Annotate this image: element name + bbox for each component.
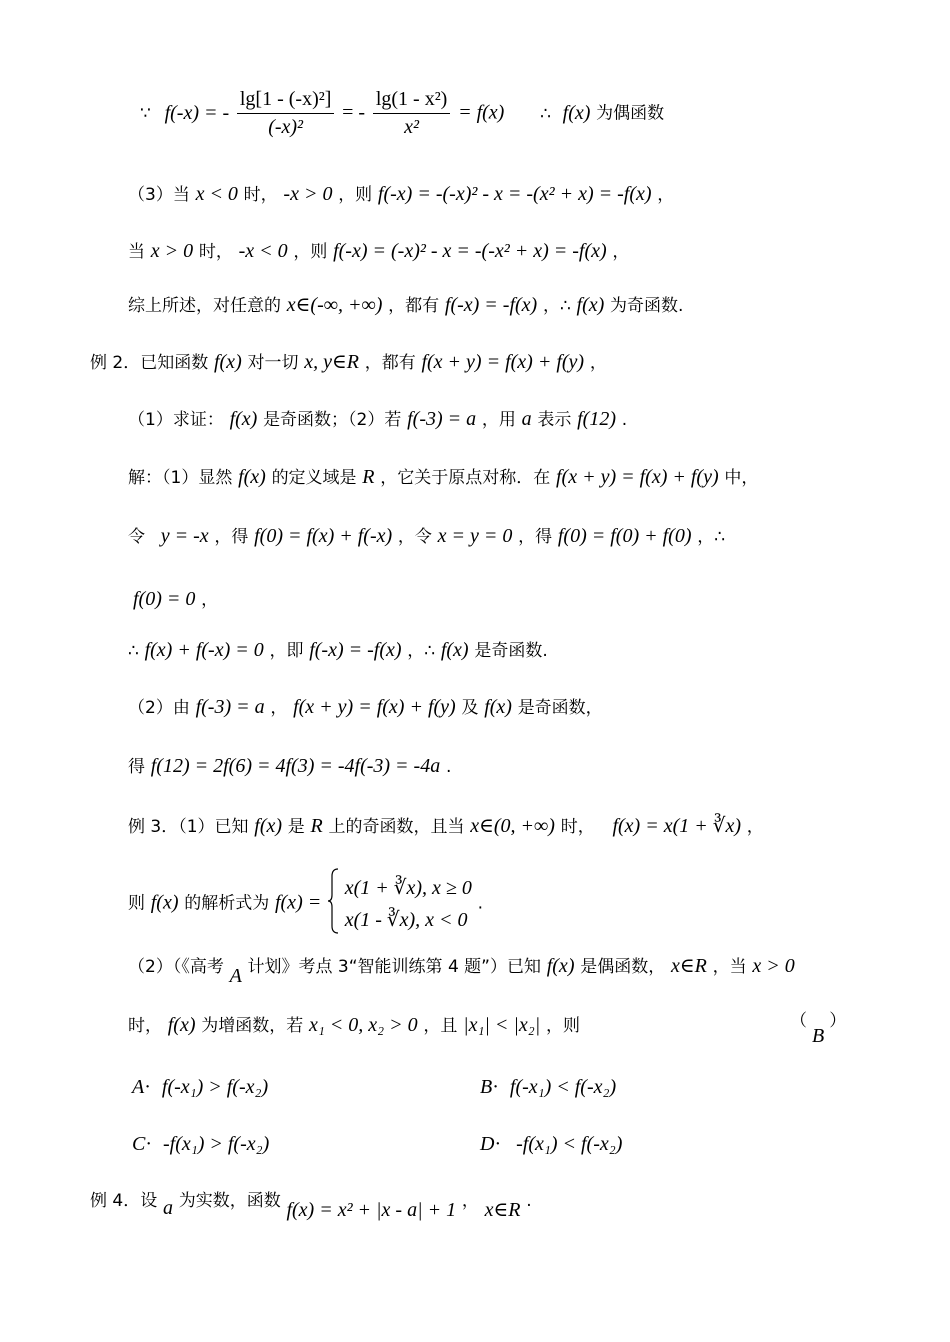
formula: x∈R <box>670 955 707 977</box>
text: 的定义域是 <box>271 468 357 488</box>
formula: f(-x) = -f(x) <box>444 294 538 316</box>
formula: f(-3) = a <box>195 696 265 718</box>
example-4-statement <box>90 1186 532 1221</box>
option-c-label: C <box>132 1133 146 1155</box>
formula: a <box>162 1197 173 1219</box>
formula: x∈R <box>484 1199 521 1221</box>
formula: f(0) = f(0) + f(0) <box>557 525 692 547</box>
proof-line-x-positive <box>128 237 629 263</box>
text: 解：（1）显然 <box>128 468 233 488</box>
formula: f(0) = 0 <box>133 588 196 610</box>
option-d-label: D <box>480 1133 495 1155</box>
text: ，∴ <box>542 296 571 316</box>
text: 综上所述，对任意的 <box>128 296 281 316</box>
because-symbol: ∵ <box>140 103 151 124</box>
fraction-1 <box>237 88 335 139</box>
text: 为奇函数. <box>610 296 684 316</box>
formula: f(x + y) = f(x) + f(y) <box>421 351 585 373</box>
formula: f(0) = f(x) + f(-x) <box>254 525 393 547</box>
answer-bracket <box>790 1006 847 1047</box>
solution-line-2 <box>128 522 725 548</box>
formula: x, y∈R <box>304 351 359 373</box>
text-case-3: （3）当 <box>128 185 190 205</box>
fraction-2-numerator: lg(1 - x²) <box>373 88 451 114</box>
close-paren: ） <box>829 1011 847 1031</box>
formula: f(x) <box>238 466 266 488</box>
text: ， <box>461 1191 479 1211</box>
therefore-symbol: ∴ <box>540 103 551 124</box>
text: 是偶函数， <box>580 957 666 977</box>
formula: y = -x <box>160 525 209 547</box>
formula-fx: f(x) <box>562 101 591 124</box>
solution-part-2-line-1 <box>128 693 603 719</box>
example-3-statement <box>128 812 764 838</box>
option-a <box>132 1076 268 1099</box>
text: ，则 <box>545 1016 580 1036</box>
text: ，当 <box>712 957 747 977</box>
text: 是 <box>287 817 305 837</box>
formula: f(x) + f(-x) = 0 <box>144 639 264 661</box>
text: . <box>445 757 452 777</box>
formula: x₁ < 0, x₂ > 0 <box>308 1014 418 1036</box>
text: . <box>477 893 483 914</box>
formula: f(x) <box>576 294 605 316</box>
formula: x > 0 <box>150 240 194 262</box>
formula: -x < 0 <box>238 240 288 262</box>
option-dot: · <box>144 1076 151 1098</box>
text: 令 <box>128 527 145 547</box>
proof-line-x-negative <box>128 180 674 206</box>
formula-lhs: f(-x) = - <box>164 101 230 124</box>
text: 计划》考点 3“智能训练第 4 题”）已知 <box>247 957 541 977</box>
text: 及 <box>461 698 479 718</box>
text: . <box>526 1191 532 1211</box>
text: 上的奇函数，且当 <box>328 817 465 837</box>
text: 为增函数，若 <box>201 1016 304 1036</box>
text: ，则 <box>338 185 373 205</box>
formula: f(x) <box>484 696 512 718</box>
formula: f(x) <box>167 1014 196 1036</box>
formula: f(x + y) = f(x) + f(y) <box>293 696 456 718</box>
formula: f(-x) = -(-x)² - x = -(x² + x) = -f(x) <box>377 183 652 205</box>
text: 是奇函数；（2）若 <box>263 410 402 430</box>
fraction-2-denominator: x² <box>404 116 420 138</box>
example-2-questions <box>128 405 627 431</box>
text: ，都有 <box>388 296 440 316</box>
option-dot: · <box>494 1133 502 1155</box>
formula: A <box>229 965 242 987</box>
text: ，得 <box>518 527 553 547</box>
option-d <box>480 1133 622 1156</box>
formula: f(x) <box>254 815 283 837</box>
formula: f(x) <box>213 351 242 373</box>
formula: f(x + y) = f(x) + f(y) <box>555 466 719 488</box>
formula-eq: = - <box>342 101 366 124</box>
option-dot: · <box>145 1133 153 1155</box>
formula: f(12) = 2f(6) = 4f(3) = -4f(-3) = -4a <box>150 755 441 777</box>
formula: f(x) <box>440 639 469 661</box>
case-nonnegative: x(1 + ∛x), x ≥ 0 <box>344 876 472 899</box>
formula: f(x) <box>229 408 258 430</box>
text: . <box>621 410 628 430</box>
formula: -x > 0 <box>283 183 333 205</box>
text: （2）由 <box>128 698 190 718</box>
text: ，即 <box>269 641 304 661</box>
text: 表示 <box>537 410 572 430</box>
text: ，它关于原点对称．在 <box>380 468 551 488</box>
text: 时， <box>198 242 233 262</box>
fraction-2 <box>373 88 451 139</box>
text: ， <box>589 353 607 373</box>
formula: |x₁| < |x₂| <box>463 1014 541 1036</box>
formula: f(-x) = -f(x) <box>309 639 402 661</box>
text: 时， <box>243 185 278 205</box>
text: （1）求证： <box>128 410 224 430</box>
text: ， <box>746 817 764 837</box>
example-3-part-2-condition <box>128 1011 580 1037</box>
text: 则 <box>128 893 145 914</box>
solution-line-1 <box>128 463 758 489</box>
answer-choice: B <box>812 1025 825 1047</box>
text: ，令 <box>397 527 432 547</box>
case-negative: x(1 - ∛x), x < 0 <box>344 908 468 931</box>
text: 时， <box>560 817 595 837</box>
formula-rhs: = f(x) <box>458 101 505 124</box>
text: ， <box>270 698 288 718</box>
therefore-symbol: ∴ <box>128 641 139 661</box>
formula: x∈(-∞, +∞) <box>286 294 383 316</box>
formula: f(x) = x² + |x - a| + 1 <box>286 1199 457 1221</box>
option-b-expression: f(-x₁) < f(-x₂) <box>509 1076 617 1098</box>
odd-even-proof-line-1 <box>140 88 664 139</box>
text: ，∴ <box>697 527 726 547</box>
solution-line-4 <box>128 636 548 662</box>
text: 的解析式为 <box>184 893 270 914</box>
text: 是奇函数， <box>517 698 603 718</box>
formula: R <box>362 466 375 488</box>
example-2-statement <box>90 348 607 374</box>
fraction-1-numerator: lg[1 - (-x)²] <box>237 88 335 114</box>
text: ，用 <box>481 410 516 430</box>
text: 中， <box>724 468 759 488</box>
option-d-expression: -f(x₁) < f(-x₂) <box>516 1133 623 1155</box>
proof-conclusion-line <box>128 291 683 317</box>
formula: f(12) <box>577 408 616 430</box>
text: ，且 <box>423 1016 458 1036</box>
formula: f(x) <box>546 955 575 977</box>
example-4-label: 例 4．设 <box>90 1191 158 1211</box>
text: 是奇函数. <box>474 641 548 661</box>
text: ，都有 <box>364 353 416 373</box>
text: ，得 <box>214 527 249 547</box>
text: ， <box>612 242 630 262</box>
formula: f(x) = x(1 + ∛x) <box>612 815 742 837</box>
formula: x∈(0, +∞) <box>470 815 555 837</box>
formula: f(x) = <box>274 891 322 914</box>
option-c <box>132 1133 269 1156</box>
option-a-expression: f(-x₁) > f(-x₂) <box>161 1076 269 1098</box>
formula: x < 0 <box>195 183 238 205</box>
option-b-label: B <box>480 1076 493 1098</box>
formula: f(x) <box>150 891 179 914</box>
example-2-label: 例 2．已知函数 <box>90 353 209 373</box>
text: 得 <box>128 757 145 777</box>
solution-part-2-line-2 <box>128 752 451 778</box>
piecewise-answer <box>128 868 483 939</box>
fraction-1-denominator: (-x)² <box>268 116 304 138</box>
piecewise-cases <box>345 872 472 936</box>
option-c-expression: -f(x₁) > f(-x₂) <box>163 1133 270 1155</box>
left-brace-icon <box>327 868 339 939</box>
text: （2）（《高考 <box>128 957 224 977</box>
formula: R <box>310 815 323 837</box>
text: 为实数，函数 <box>178 1191 281 1211</box>
text: 对一切 <box>247 353 299 373</box>
formula: x = y = 0 <box>437 525 513 547</box>
example-3-label: 例 3．（1）已知 <box>128 817 249 837</box>
formula: x > 0 <box>752 955 795 977</box>
option-b <box>480 1076 616 1099</box>
text: ， <box>657 185 675 205</box>
option-dot: · <box>492 1076 499 1098</box>
text: 时， <box>128 1016 162 1036</box>
formula: f(-3) = a <box>407 408 477 430</box>
text: ， <box>201 590 219 610</box>
formula: f(-x) = (-x)² - x = -(-x² + x) = -f(x) <box>333 240 607 262</box>
option-a-label: A <box>132 1076 145 1098</box>
text: 当 <box>128 242 145 262</box>
text: ，∴ <box>407 641 436 661</box>
open-paren: （ <box>790 1011 807 1031</box>
text-even-function: 为偶函数 <box>596 103 665 124</box>
formula: a <box>521 408 532 430</box>
text: ，则 <box>293 242 328 262</box>
solution-line-3 <box>133 585 218 611</box>
example-3-part-2 <box>128 952 795 987</box>
